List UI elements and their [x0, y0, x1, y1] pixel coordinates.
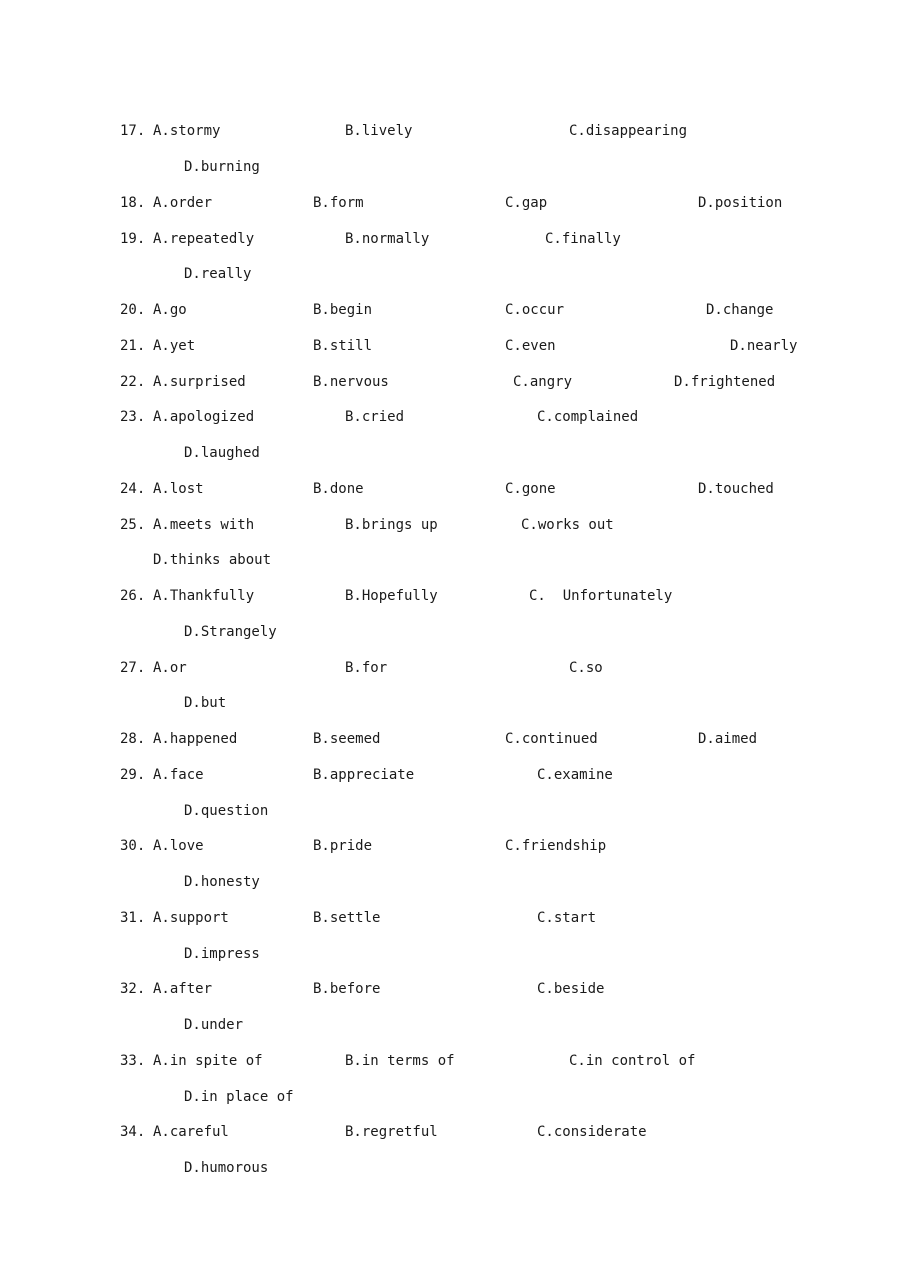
- option-c: C.gone: [505, 481, 556, 497]
- option-c: C.examine: [537, 767, 613, 783]
- question-32: [0, 979, 605, 999]
- option-b: B.cried: [345, 409, 405, 425]
- option-c: C.friendship: [505, 838, 607, 854]
- option-c: C.angry: [513, 374, 573, 390]
- option-a: A.go: [153, 302, 187, 318]
- option-b: B.appreciate: [313, 767, 415, 783]
- question-number: 32.: [120, 981, 146, 997]
- option-a: A.love: [153, 838, 204, 854]
- option-d: D.but: [184, 695, 227, 711]
- option-a: A.in spite of: [153, 1053, 263, 1069]
- option-a: A.yet: [153, 338, 196, 354]
- option-d: D.thinks about: [153, 552, 272, 568]
- question-19-continued: [0, 264, 252, 284]
- option-a: A.happened: [153, 731, 238, 747]
- option-b: B.before: [313, 981, 381, 997]
- option-a: A.lost: [153, 481, 204, 497]
- question-number: 33.: [120, 1053, 146, 1069]
- option-b: B.nervous: [313, 374, 389, 390]
- option-b: B.Hopefully: [345, 588, 438, 604]
- question-27: [0, 658, 603, 678]
- question-23-continued: [0, 443, 260, 463]
- question-29: [0, 765, 613, 785]
- question-number: 28.: [120, 731, 146, 747]
- option-c: C.disappearing: [569, 123, 688, 139]
- option-d: D.honesty: [184, 874, 260, 890]
- question-27-continued: [0, 693, 227, 713]
- question-number: 17.: [120, 123, 146, 139]
- question-25: [0, 515, 614, 535]
- question-28: [0, 729, 758, 749]
- option-b: B.pride: [313, 838, 373, 854]
- question-number: 30.: [120, 838, 146, 854]
- question-26-continued: [0, 622, 277, 642]
- option-d: D.in place of: [184, 1089, 294, 1105]
- question-number: 31.: [120, 910, 146, 926]
- option-a: A.Thankfully: [153, 588, 255, 604]
- option-a: A.stormy: [153, 123, 221, 139]
- question-number: 34.: [120, 1124, 146, 1140]
- question-29-continued: [0, 801, 269, 821]
- option-c: C. Unfortunately: [529, 588, 673, 604]
- question-34: [0, 1122, 647, 1142]
- option-a: A.or: [153, 660, 187, 676]
- question-26: [0, 586, 673, 606]
- option-d: D.change: [706, 302, 774, 318]
- option-c: C.works out: [521, 517, 614, 533]
- option-b: B.seemed: [313, 731, 381, 747]
- option-d: D.under: [184, 1017, 244, 1033]
- option-d: D.laughed: [184, 445, 260, 461]
- question-33: [0, 1051, 696, 1071]
- option-b: B.settle: [313, 910, 381, 926]
- option-b: B.regretful: [345, 1124, 438, 1140]
- option-a: A.support: [153, 910, 229, 926]
- option-c: C.complained: [537, 409, 639, 425]
- question-17-continued: [0, 157, 260, 177]
- option-c: C.finally: [545, 231, 621, 247]
- question-17: [0, 121, 688, 141]
- question-number: 29.: [120, 767, 146, 783]
- question-31-continued: [0, 944, 260, 964]
- option-d: D.impress: [184, 946, 260, 962]
- option-d: D.touched: [698, 481, 774, 497]
- option-b: B.for: [345, 660, 388, 676]
- option-a: A.meets with: [153, 517, 255, 533]
- option-d: D.nearly: [730, 338, 798, 354]
- option-b: B.normally: [345, 231, 430, 247]
- option-a: A.apologized: [153, 409, 255, 425]
- option-c: C.start: [537, 910, 597, 926]
- option-a: A.surprised: [153, 374, 246, 390]
- option-d: D.aimed: [698, 731, 758, 747]
- question-number: 18.: [120, 195, 146, 211]
- question-25-continued: [0, 550, 272, 570]
- option-c: C.in control of: [569, 1053, 696, 1069]
- question-31: [0, 908, 597, 928]
- question-number: 23.: [120, 409, 146, 425]
- question-18: [0, 193, 783, 213]
- question-number: 22.: [120, 374, 146, 390]
- option-a: A.after: [153, 981, 213, 997]
- option-c: C.even: [505, 338, 556, 354]
- option-b: B.form: [313, 195, 364, 211]
- option-a: A.order: [153, 195, 213, 211]
- question-32-continued: [0, 1015, 244, 1035]
- option-b: B.begin: [313, 302, 373, 318]
- option-d: D.position: [698, 195, 783, 211]
- question-22: [0, 372, 776, 392]
- option-d: D.burning: [184, 159, 260, 175]
- question-34-continued: [0, 1158, 269, 1178]
- option-c: C.so: [569, 660, 603, 676]
- option-c: C.beside: [537, 981, 605, 997]
- question-number: 24.: [120, 481, 146, 497]
- question-number: 25.: [120, 517, 146, 533]
- option-d: D.question: [184, 803, 269, 819]
- question-number: 26.: [120, 588, 146, 604]
- question-number: 27.: [120, 660, 146, 676]
- option-a: A.careful: [153, 1124, 229, 1140]
- option-b: B.in terms of: [345, 1053, 455, 1069]
- option-d: D.Strangely: [184, 624, 277, 640]
- option-d: D.frightened: [674, 374, 776, 390]
- option-b: B.brings up: [345, 517, 438, 533]
- question-30: [0, 836, 607, 856]
- option-c: C.considerate: [537, 1124, 647, 1140]
- option-b: B.done: [313, 481, 364, 497]
- option-c: C.continued: [505, 731, 598, 747]
- question-24: [0, 479, 774, 499]
- option-c: C.occur: [505, 302, 565, 318]
- option-b: B.still: [313, 338, 373, 354]
- question-19: [0, 229, 621, 249]
- option-d: D.really: [184, 266, 252, 282]
- option-d: D.humorous: [184, 1160, 269, 1176]
- question-33-continued: [0, 1087, 294, 1107]
- question-number: 21.: [120, 338, 146, 354]
- option-a: A.repeatedly: [153, 231, 255, 247]
- question-number: 19.: [120, 231, 146, 247]
- question-number: 20.: [120, 302, 146, 318]
- question-20: [0, 300, 774, 320]
- option-c: C.gap: [505, 195, 548, 211]
- question-23: [0, 407, 639, 427]
- question-21: [0, 336, 798, 356]
- option-a: A.face: [153, 767, 204, 783]
- option-b: B.lively: [345, 123, 413, 139]
- question-30-continued: [0, 872, 260, 892]
